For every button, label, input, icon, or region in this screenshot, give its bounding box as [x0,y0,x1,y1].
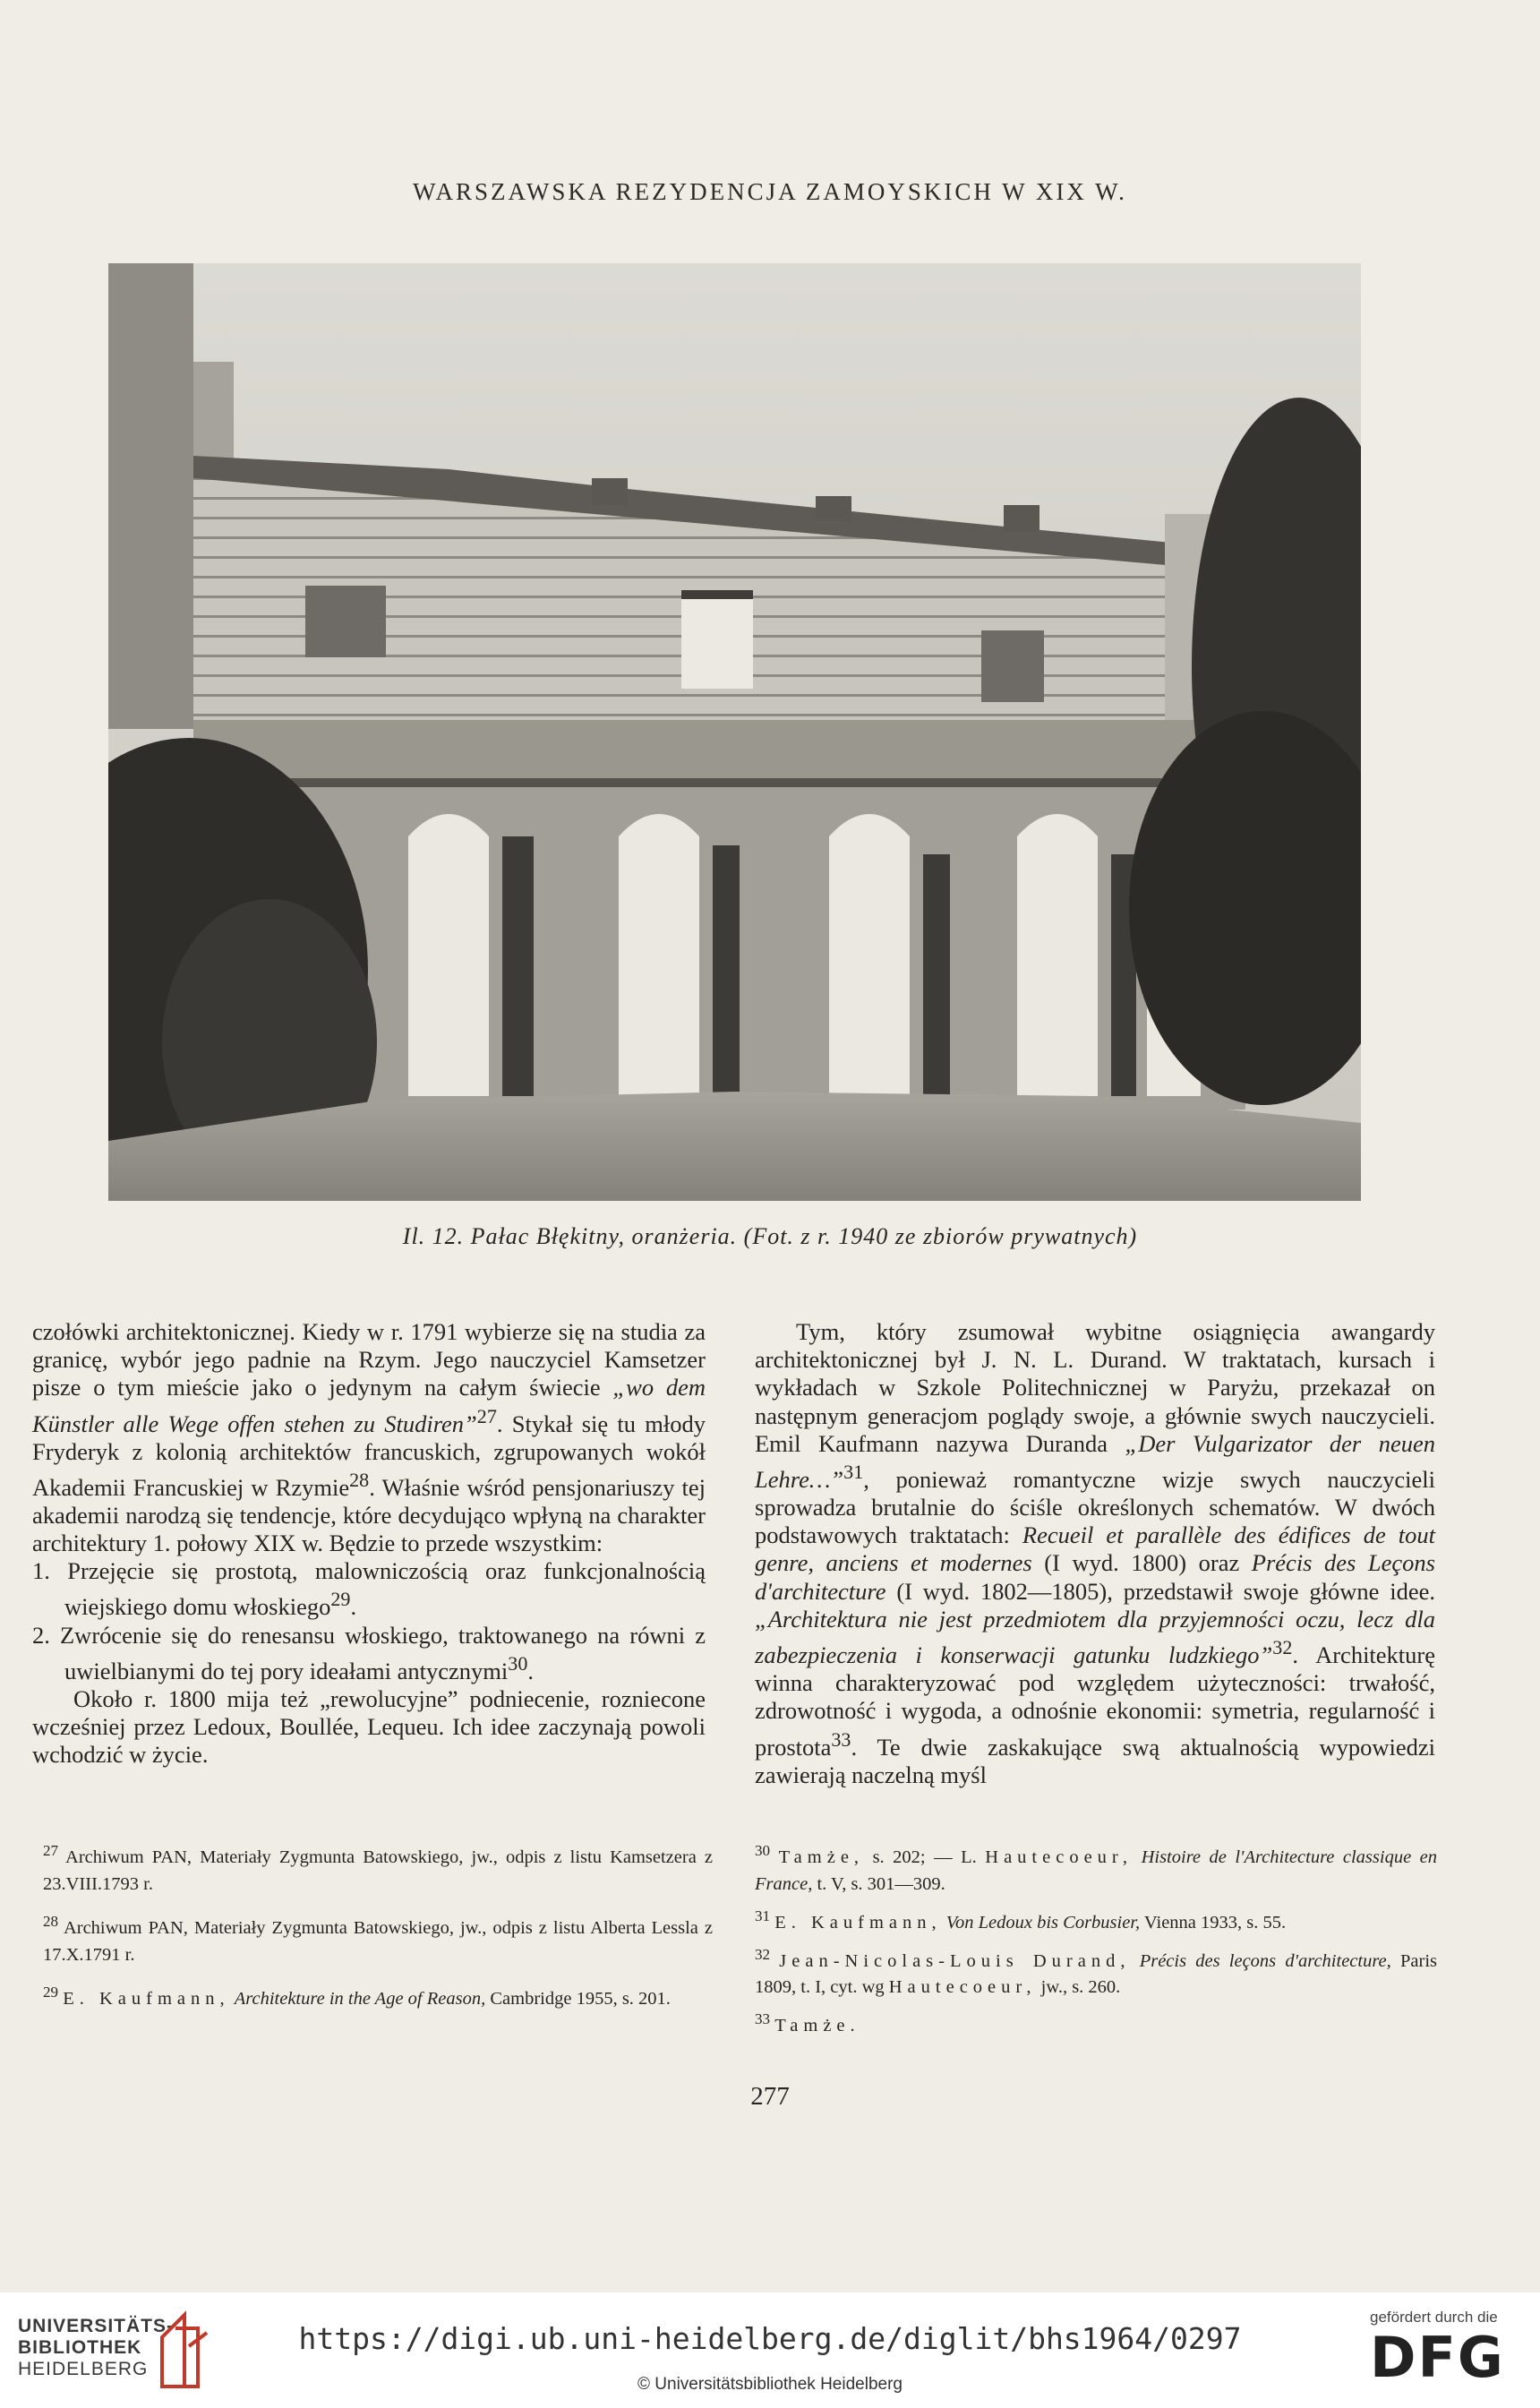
footnote-ref: 31 [843,1461,864,1484]
viewer-footer [0,2292,1540,2408]
footnote-author: Jean-Nicolas-Louis Durand, [779,1950,1131,1971]
footnote-author: E. Kaufmann, [63,1988,230,2009]
footnote-author: Hautecoeur, [888,1977,1037,1998]
text-run: (I wyd. 1800) oraz [1031,1549,1252,1577]
footnote [755,1941,1437,2001]
funding-label: gefördert durch die [1370,2309,1498,2326]
permalink-url[interactable]: https://digi.ub.uni-heidelberg.de/diglit/bhs1964/0297 [298,2321,1242,2356]
footnote [755,1838,1437,1898]
footnote-ref: 32 [1272,1636,1293,1659]
footnote-text: Archiwum PAN, Materiały Zygmunta Batowskiego, jw., odpis z listu Alberta Lessla z 17.X.1791 r. [43,1917,713,1965]
text-run: . Właśnie wśród pensjonariuszy tej akademii narodzą się tendencje, które decydująco wpłyną na charakter architektury 1. połowy XIX w. Będzie to przede wszystkim: [32,1473,706,1557]
text-run: . Stykał się tu młody Fryderyk z kolonią architektów francuskich, zgrupowanych wokół Akademii Francuskiej w Rzymie [32,1410,706,1501]
footnote-number: 31 [755,1907,771,1924]
footnote-text: jw., s. 260. [1040,1977,1121,1998]
text-run: 1. Przejęcie się prostotą, malowniczością oraz funkcjonalnością wiejskiego domu włoskiego [32,1557,706,1621]
text-run: (I wyd. 1802—1805), przedstawił swoje główne idee. [886,1577,1435,1605]
footnote-text: s. 202; — L. [872,1847,986,1867]
running-head: WARSZAWSKA REZYDENCJA ZAMOYSKICH W XIX W. [413,178,1127,205]
dfg-funding-logo[interactable] [1370,2309,1522,2389]
footnote-text: Paris 1809, t. I, cyt. wg [755,1950,1437,1998]
dfg-logo-text: DFG [1370,2325,1505,2390]
page-number: 277 [750,2082,790,2111]
footnote-number: 27 [43,1842,59,1859]
footnote-number: 28 [43,1912,59,1930]
list-item [32,1557,706,1621]
footnote-text: Archiwum PAN, Materiały Zygmunta Batowskiego, jw., odpis z listu Kamsetzera z 23.VIII.1793 r. [43,1847,713,1894]
footnote [755,2006,1437,2039]
paragraph: Około r. 1800 mija też „rewolucyjne” podniecenie, rozniecone wcześniej przez Ledoux, Boullée, Lequeu. Ich idee zaczynają powoli wchodzić w życie. [32,1684,706,1769]
footnote-title: Von Ledoux bis Corbusier, [945,1912,1141,1932]
footnote-text: Vienna 1933, s. 55. [1143,1912,1287,1932]
left-column [32,1318,706,1769]
footnote-title: Histoire de l'Architecture classique en France, [755,1847,1438,1894]
library-name-line: BIBLIOTHEK [18,2337,142,2358]
footnote-number: 32 [755,1945,771,1963]
copyright-notice: © Universitätsbibliothek Heidelberg [637,2375,903,2394]
footnote-text: t. V, s. 301—309. [817,1873,945,1894]
footnotes-left [43,1838,713,2022]
footnote-ref: 29 [330,1588,351,1611]
footnote-number: 33 [755,2010,771,2028]
footnote [43,1838,713,1898]
photograph-orangery [108,263,1361,1201]
text-run: . [527,1657,534,1684]
book-title: Précis des Leçons d'architecture [755,1549,1435,1605]
text-run: . Te dwie zaskakujące swą aktualnością wypowiedzi zawierają naczelną myśl [755,1733,1435,1788]
footnote-author: Tamże, [778,1847,865,1867]
paragraph [32,1318,706,1557]
footnote-number: 30 [755,1842,771,1859]
footnote [43,1979,713,2012]
quote: „Architektura nie jest przedmiotem dla przyjemności oczu, lecz dla zabezpieczenia i konserwacji gatunku ludzkiego” [755,1605,1435,1668]
footnote-ref: 27 [476,1404,497,1427]
library-name-line: HEIDELBERG [18,2359,149,2379]
footnote-number: 29 [43,1983,59,2001]
text-run: Tym, który zsumował wybitne osiągnięcia awangardy architektonicznej był J. N. L. Durand. W traktatach, kursach i wykładach w Szkole Politechnicznej w Paryżu, przekazał on następnym generacjom poglądy swoje, a głównie swych nauczycieli. Emil Kaufmann nazywa Duranda [755,1318,1435,1457]
text-run: , ponieważ romantyczne wizje swych nauczycieli sprowadza brutalnie do ściśle określonych schematów. W dwóch podstawowych traktatach: [755,1465,1435,1549]
text-run: . Architekturę winna charakteryzować pod względem użyteczności: trwałość, zdrowotność i wygoda, a odnośnie ekonomii: symetria, regularność i prostota [755,1641,1436,1761]
text-run: . [350,1593,357,1621]
text-run: czołówki architektonicznej. Kiedy w r. 1791 wybierze się na studia za granicę, wybór jego padnie na Rzym. Jego nauczyciel Kamsetzer pisze o tym mieście jako o jedynym na całym świecie [32,1318,706,1401]
footnote [755,1903,1437,1936]
footnote-author: Tamże. [774,2016,860,2036]
footnote [43,1908,713,1968]
footnote-text: Cambridge 1955, s. 201. [490,1988,671,2009]
photo-caption: Il. 12. Pałac Błękitny, oranżeria. (Fot. z r. 1940 ze zbiorów prywatnych) [402,1223,1138,1249]
list-item [32,1622,706,1685]
footnote-author: E. Kaufmann, [774,1912,942,1932]
library-name-line: UNIVERSITÄTS- [18,2316,175,2336]
footnote-ref: 28 [349,1468,370,1491]
footnote-author: Hautecoeur, [985,1847,1134,1867]
text-run: 2. Zwrócenie się do renesansu włoskiego, traktowanego na równi z uwielbianymi do tej pory ideałami antycznymi [32,1621,706,1684]
footnote-ref: 33 [831,1727,851,1751]
footnotes-right [755,1838,1437,2044]
book-title: Recueil et parallèle des édifices de tout genre, anciens et modernes [755,1521,1436,1577]
footnote-title: Architekture in the Age of Reason, [234,1988,486,2009]
footnote-title: Précis des leçons d'architecture, [1139,1950,1391,1971]
right-column [755,1318,1435,1789]
footnote-ref: 30 [508,1651,528,1675]
quote: „Der Vulgarizator der neuen Lehre…” [755,1429,1435,1493]
quote: „wo dem Künstler alle Wege offen stehen zu Studiren” [32,1374,706,1437]
paragraph [755,1318,1435,1789]
